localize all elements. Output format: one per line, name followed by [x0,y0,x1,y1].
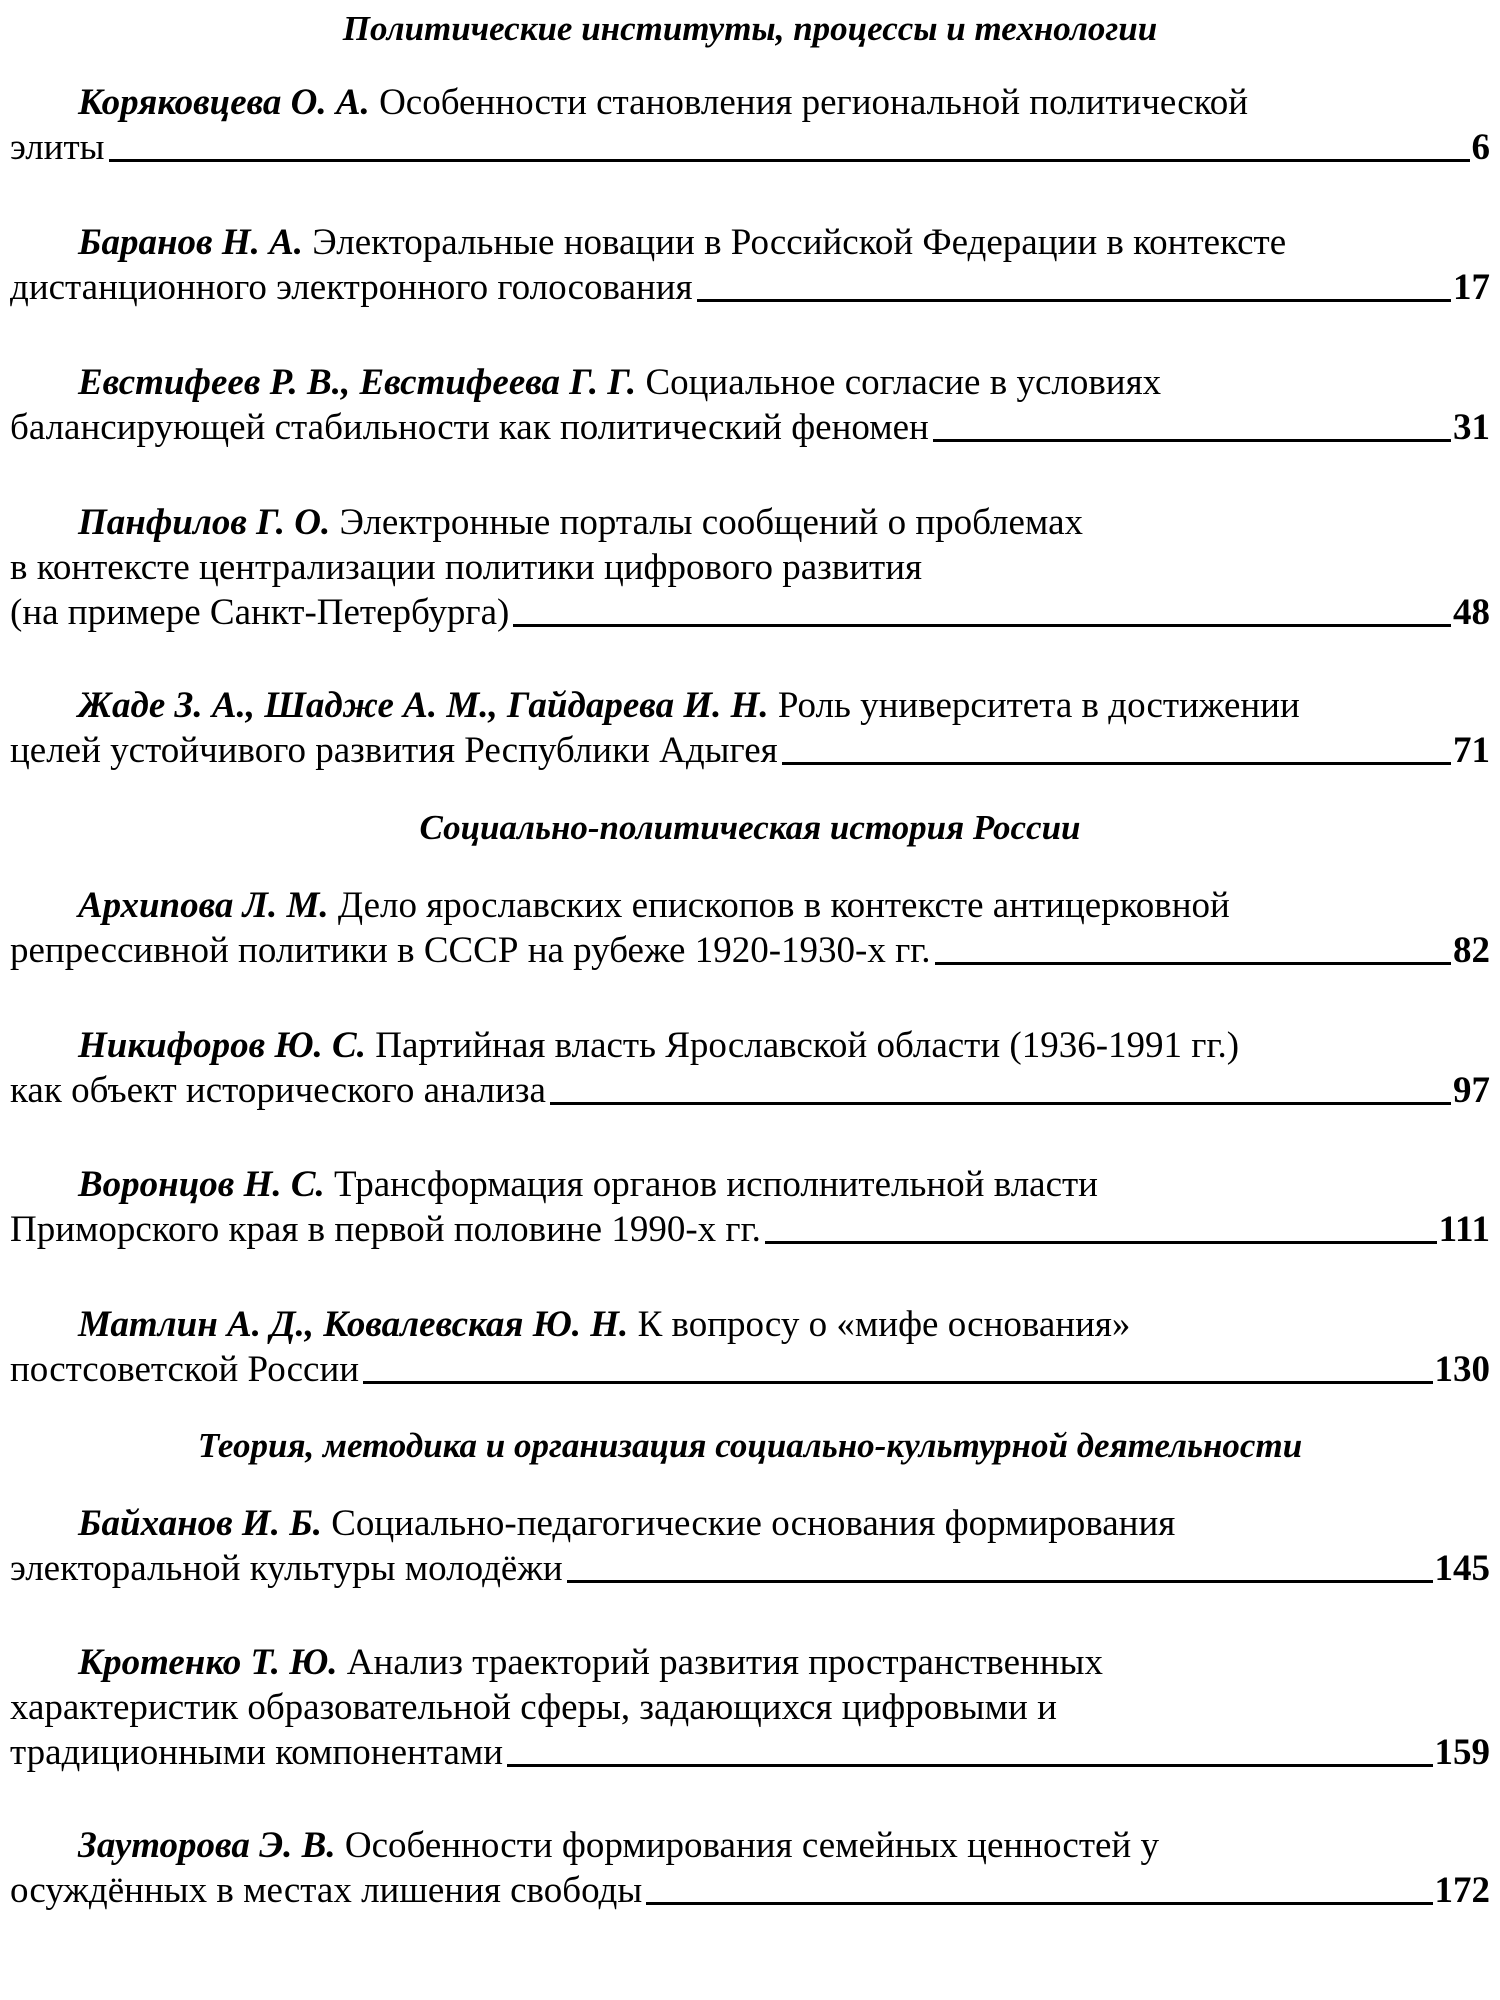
entry-title-line: балансирующей стабильности как политический феномен [10,407,929,448]
dot-leader [765,1241,1437,1244]
page-number: 130 [1434,1349,1490,1390]
entry-title-line: (на примере Санкт-Петербурга) [10,592,510,633]
entry-title-line: характеристик образовательной сферы, задающихся цифровыми и [10,1687,1057,1728]
page-number: 172 [1434,1870,1490,1911]
section-heading-sociocultural: Теория, методика и организация социально-культурной деятельности [197,1426,1303,1465]
entry-title-line: дистанционного электронного голосования [10,267,693,308]
dot-leader [513,624,1451,627]
page-number: 17 [1453,267,1490,308]
toc-entry[interactable] [10,1640,1490,1775]
dot-leader [550,1102,1451,1105]
entry-title-line: постсоветской России [10,1349,360,1390]
entry-title-line: Особенности становления региональной политической [379,82,1249,123]
entry-title-line: Трансформация органов исполнительной власти [334,1164,1098,1205]
entry-authors: Кротенко Т. Ю. [78,1642,338,1683]
entry-authors: Зауторова Э. В. [78,1825,336,1866]
entry-authors: Панфилов Г. О. [78,502,331,543]
page-number: 82 [1453,930,1490,971]
entry-title-line: как объект исторического анализа [10,1070,546,1111]
entry-title-line: осуждённых в местах лишения свободы [10,1870,643,1911]
entry-authors: Баранов Н. А. [78,222,304,263]
entry-title-line: Социально-педагогические основания формирования [331,1503,1176,1544]
entry-authors: Евстифеев Р. В., Евстифеева Г. Г. [78,362,637,403]
page-number: 31 [1453,407,1490,448]
dot-leader [782,762,1451,765]
entry-authors: Байханов И. Б. [78,1503,322,1544]
entry-title-line: Роль университета в достижении [777,685,1300,726]
toc-entry[interactable] [10,1023,1490,1113]
page-number: 159 [1434,1732,1490,1773]
entry-title-line: Особенности формирования семейных ценностей у [344,1825,1159,1866]
dot-leader [646,1902,1432,1905]
dot-leader [935,962,1451,965]
entry-title-line: Социальное согласие в условиях [645,362,1162,403]
toc-entry[interactable] [10,80,1490,170]
entry-title-line: К вопросу о «мифе основания» [637,1304,1131,1345]
entry-title-line: Электронные порталы сообщений о проблемах [339,502,1084,543]
dot-leader [933,439,1451,442]
toc-entry[interactable] [10,220,1490,310]
toc-entry[interactable] [10,1823,1490,1913]
entry-title-line: Приморского края в первой половине 1990-х гг. [10,1209,761,1250]
section-heading-politics: Политические институты, процессы и технологии [342,9,1158,48]
page-number: 111 [1438,1209,1490,1250]
entry-title-line: Партийная власть Ярославской области (1936-1991 гг.) [375,1025,1240,1066]
dot-leader [567,1580,1433,1583]
toc-entry[interactable] [10,683,1490,773]
entry-authors: Никифоров Ю. С. [78,1025,366,1066]
entry-title-line: элиты [10,127,105,168]
entry-title-line: Электоральные новации в Российской Федерации в контексте [312,222,1287,263]
entry-title-line: электоральной культуры молодёжи [10,1548,563,1589]
toc-entry[interactable] [10,360,1490,450]
page-number: 48 [1453,592,1490,633]
page-number: 97 [1453,1070,1490,1111]
dot-leader [363,1381,1432,1384]
toc-entry[interactable] [10,883,1490,973]
entry-title-line: традиционными компонентами [10,1732,504,1773]
entry-title-line: в контексте централизации политики цифрового развития [10,547,923,588]
dot-leader [697,299,1451,302]
entry-title-line: Дело ярославских епископов в контексте антицерковной [337,885,1230,926]
toc-entry[interactable] [10,1302,1490,1392]
toc-entry[interactable] [10,1162,1490,1252]
entry-authors: Жаде З. А., Шадже А. М., Гайдарева И. Н. [78,685,769,726]
toc-entry[interactable] [10,500,1490,635]
entry-authors: Архипова Л. М. [78,885,329,926]
dot-leader [109,159,1470,162]
page-number: 145 [1434,1548,1490,1589]
entry-authors: Коряковцева О. А. [78,82,370,123]
entry-title-line: репрессивной политики в СССР на рубеже 1920-1930-х гг. [10,930,931,971]
entry-authors: Матлин А. Д., Ковалевская Ю. Н. [78,1304,629,1345]
entry-title-line: Анализ траекторий развития пространственных [346,1642,1103,1683]
section-heading-history: Социально-политическая история России [419,808,1081,847]
entry-authors: Воронцов Н. С. [78,1164,325,1205]
toc-entry[interactable] [10,1501,1490,1591]
page-number: 71 [1453,730,1490,771]
entry-title-line: целей устойчивого развития Республики Адыгея [10,730,778,771]
dot-leader [507,1764,1432,1767]
page-number: 6 [1471,127,1490,168]
